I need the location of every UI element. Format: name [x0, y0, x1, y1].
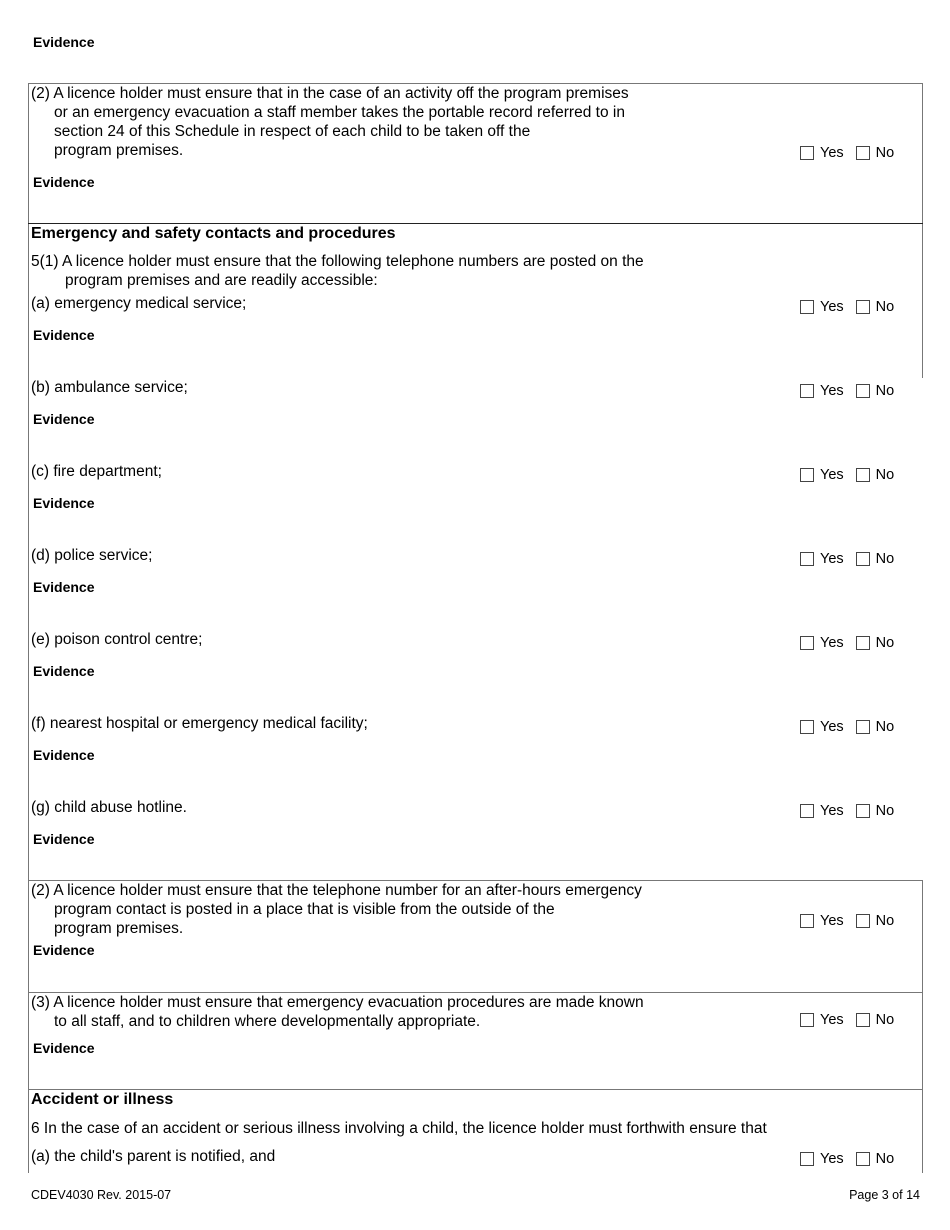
yes-no-group [800, 1012, 894, 1028]
yes-label: Yes [820, 1012, 844, 1028]
no-label: No [875, 383, 895, 399]
evidence-label: Evidence [33, 831, 95, 847]
row-divider [28, 1089, 923, 1090]
yes-checkbox[interactable] [800, 1013, 814, 1027]
item-6-a: (a) the child's parent is notified, and [31, 1148, 276, 1165]
evidence-label: Evidence [33, 174, 95, 190]
table-right-border-lower [922, 880, 923, 1173]
item-5-1-intro-line-1: 5(1) A licence holder must ensure that the following telephone numbers are posted on the [31, 253, 644, 270]
item-2-line-4: program premises. [54, 142, 184, 159]
yes-label: Yes [820, 913, 844, 929]
yes-checkbox[interactable] [800, 914, 814, 928]
yes-checkbox[interactable] [800, 804, 814, 818]
item-2-line-3: section 24 of this Schedule in respect of each child to be taken off the [54, 123, 531, 140]
yes-label: Yes [820, 551, 844, 567]
item-5-1-f: (f) nearest hospital or emergency medical facility; [31, 715, 368, 732]
item-5-3-line-2: to all staff, and to children where developmentally appropriate. [54, 1013, 481, 1030]
no-label: No [875, 299, 895, 315]
yes-no-group [800, 635, 894, 651]
yes-label: Yes [820, 383, 844, 399]
item-5-1-c: (c) fire department; [31, 463, 162, 480]
evidence-label: Evidence [33, 1040, 95, 1056]
yes-label: Yes [820, 1151, 844, 1167]
yes-checkbox[interactable] [800, 468, 814, 482]
no-label: No [875, 467, 895, 483]
yes-checkbox[interactable] [800, 636, 814, 650]
no-checkbox[interactable] [856, 914, 870, 928]
no-checkbox[interactable] [856, 552, 870, 566]
yes-no-group [800, 145, 894, 161]
row-divider [28, 223, 923, 224]
evidence-label: Evidence [33, 34, 95, 50]
yes-no-group [800, 467, 894, 483]
yes-no-group [800, 383, 894, 399]
no-label: No [875, 551, 895, 567]
no-label: No [875, 145, 895, 161]
item-5-1-b: (b) ambulance service; [31, 379, 188, 396]
yes-label: Yes [820, 803, 844, 819]
item-6-intro: 6 In the case of an accident or serious illness involving a child, the licence holder must forthwith ensure that [31, 1120, 767, 1137]
no-label: No [875, 803, 895, 819]
item-2-line-2: or an emergency evacuation a staff member takes the portable record referred to in [54, 104, 625, 121]
yes-no-group [800, 913, 894, 929]
evidence-label: Evidence [33, 495, 95, 511]
no-checkbox[interactable] [856, 384, 870, 398]
item-5-3-line-1: (3) A licence holder must ensure that emergency evacuation procedures are made known [31, 994, 644, 1011]
no-checkbox[interactable] [856, 146, 870, 160]
evidence-label: Evidence [33, 411, 95, 427]
no-label: No [875, 913, 895, 929]
item-5-1-intro-line-2: program premises and are readily accessible: [65, 272, 378, 289]
table-right-border-upper [922, 83, 923, 378]
item-5-1-d: (d) police service; [31, 547, 153, 564]
table-left-border [28, 83, 29, 1173]
yes-no-group [800, 1151, 894, 1167]
no-checkbox[interactable] [856, 636, 870, 650]
yes-checkbox[interactable] [800, 384, 814, 398]
no-checkbox[interactable] [856, 468, 870, 482]
item-5-2-line-3: program premises. [54, 920, 184, 937]
yes-checkbox[interactable] [800, 146, 814, 160]
yes-label: Yes [820, 719, 844, 735]
yes-label: Yes [820, 467, 844, 483]
yes-label: Yes [820, 145, 844, 161]
yes-no-group [800, 551, 894, 567]
section-heading-accident: Accident or illness [31, 1091, 174, 1108]
evidence-label: Evidence [33, 942, 95, 958]
form-code: CDEV4030 Rev. 2015-07 [31, 1188, 172, 1202]
evidence-label: Evidence [33, 747, 95, 763]
no-label: No [875, 1012, 895, 1028]
yes-checkbox[interactable] [800, 720, 814, 734]
item-2-line-1: (2) A licence holder must ensure that in the case of an activity off the program premises [31, 85, 629, 102]
yes-no-group [800, 299, 894, 315]
item-5-1-a: (a) emergency medical service; [31, 295, 247, 312]
item-5-2-line-2: program contact is posted in a place that is visible from the outside of the [54, 901, 555, 918]
section-heading-emergency: Emergency and safety contacts and procedures [31, 225, 396, 242]
no-label: No [875, 1151, 895, 1167]
evidence-label: Evidence [33, 579, 95, 595]
no-checkbox[interactable] [856, 720, 870, 734]
yes-checkbox[interactable] [800, 552, 814, 566]
yes-no-group [800, 719, 894, 735]
no-checkbox[interactable] [856, 804, 870, 818]
evidence-label: Evidence [33, 663, 95, 679]
yes-checkbox[interactable] [800, 300, 814, 314]
page-number: Page 3 of 14 [849, 1188, 920, 1202]
yes-label: Yes [820, 635, 844, 651]
yes-no-group [800, 803, 894, 819]
no-checkbox[interactable] [856, 1013, 870, 1027]
item-5-1-e: (e) poison control centre; [31, 631, 203, 648]
evidence-label: Evidence [33, 327, 95, 343]
no-checkbox[interactable] [856, 300, 870, 314]
item-5-2-line-1: (2) A licence holder must ensure that the telephone number for an after-hours emergency [31, 882, 642, 899]
no-label: No [875, 719, 895, 735]
no-label: No [875, 635, 895, 651]
item-5-1-g: (g) child abuse hotline. [31, 799, 187, 816]
yes-checkbox[interactable] [800, 1152, 814, 1166]
yes-label: Yes [820, 299, 844, 315]
no-checkbox[interactable] [856, 1152, 870, 1166]
